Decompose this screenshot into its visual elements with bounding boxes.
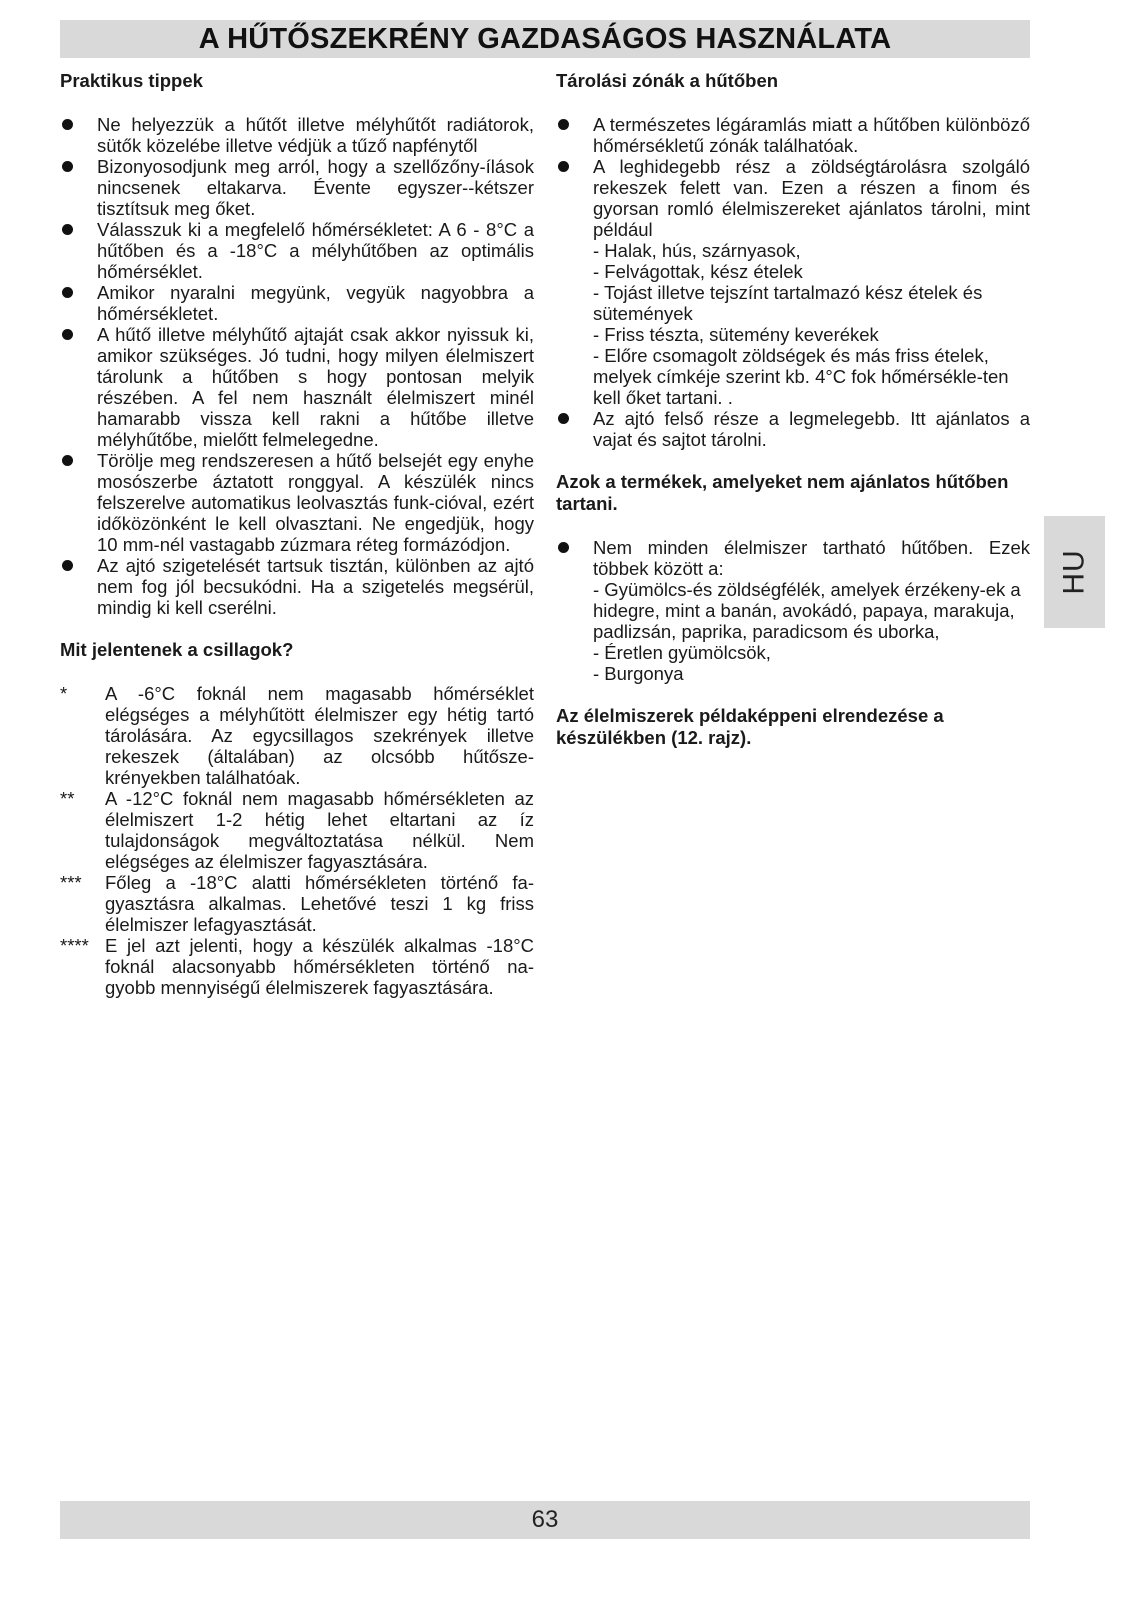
sub-item: - Friss tészta, sütemény keverékek <box>593 324 879 345</box>
star-mark: * <box>60 683 68 704</box>
sub-item: - Burgonya <box>593 663 684 684</box>
tips-heading: Praktikus tippek <box>60 70 203 91</box>
list-item: Ne helyezzük a hűtőt illetve mélyhűtőt radiátorok, sütők közelébe illetve védjük a tűző napfénytől <box>60 114 534 156</box>
language-tab <box>1044 516 1105 628</box>
sub-item: - Felvágottak, kész ételek <box>593 261 803 282</box>
right-column <box>556 70 1030 749</box>
title-bar <box>60 20 1030 58</box>
not-recommended-list <box>556 537 1030 684</box>
list-item <box>60 935 534 998</box>
tips-list <box>60 114 534 618</box>
arrangement-heading: Az élelmiszerek példaképpeni elrendezése a készülékben (12. rajz). <box>556 705 944 748</box>
star-text: E jel azt jelenti, hogy a készülék alkalmas -18°C foknál alacsonyabb hőmérsékleten történő na-gyobb mennyiségű élelmiszerek fagyasztására. <box>105 935 534 998</box>
list-item <box>60 683 534 788</box>
sub-item: - Előre csomagolt zöldségek és más friss ételek, melyek címkéje szerint kb. 4°C fok hőmérsékle-ten kell őket tartani. . <box>593 345 1009 408</box>
list-item: A hűtő illetve mélyhűtő ajtaját csak akkor nyissuk ki, amikor szükséges. Jó tudni, hogy milyen élelmiszert tárolunk a hűtőben s hogy pontosan melyik részében. A fel nem használt élelmiszert minél hamarabb vissza kell rakni a hűtőbe illetve mélyhűtőbe, mielőtt felmelegedne. <box>60 324 534 450</box>
star-text: A -12°C foknál nem magasabb hőmérsékleten az élelmiszert 1-2 hétig lehet eltartani az íz tulajdonságok megváltoztatása nélkül. Nem elégséges az élelmiszer fagyasztására. <box>105 788 534 872</box>
stars-list <box>60 683 534 998</box>
list-item: Válasszuk ki a megfelelő hőmérsékletet: A 6 - 8°C a hűtőben és a -18°C a mélyhűtőben az optimális hőmérséklet. <box>60 219 534 282</box>
list-item: Bizonyosodjunk meg arról, hogy a szellőzőny-ílások nincsenek eltakarva. Évente egyszer--kétszer tisztítsuk meg őket. <box>60 156 534 219</box>
star-mark: ** <box>60 788 75 809</box>
sub-item: - Gyümölcs-és zöldségfélék, amelyek érzékeny-ek a hidegre, mint a banán, avokádó, papaya, marakuja, padlizsán, paprika, paradicsom és uborka, <box>593 579 1021 642</box>
item-intro: Nem minden élelmiszer tartható hűtőben. Ezek többek között a: <box>593 537 1030 579</box>
list-item: Az ajtó szigetelését tartsuk tisztán, különben az ajtó nem fog jól becsukódni. Ha a szigetelés megsérül, mindig ki kell cserélni. <box>60 555 534 618</box>
not-recommended-heading: Azok a termékek, amelyeket nem ajánlatos hűtőben tartani. <box>556 471 1009 514</box>
list-item: Amikor nyaralni megyünk, vegyük nagyobbra a hőmérsékletet. <box>60 282 534 324</box>
list-item: Törölje meg rendszeresen a hűtő belsejét egy enyhe mosószerbe áztatott ronggyal. A készülék nincs felszerelve automatikus leolvasztás funk-cióval, ezért időközönként le kell olvasztani. Ne engedjük, hogy 10 mm-nél vastagabb zúzmara réteg formázódjon. <box>60 450 534 555</box>
list-item <box>60 872 534 935</box>
sub-item: - Tojást illetve tejszínt tartalmazó kész ételek és sütemények <box>593 282 983 324</box>
list-item: A természetes légáramlás miatt a hűtőben különböző hőmérsékletű zónák találhatóak. <box>556 114 1030 156</box>
list-item <box>556 156 1030 408</box>
language-label: HU <box>1057 549 1091 595</box>
stars-heading: Mit jelentenek a csillagok? <box>60 639 294 660</box>
zones-heading: Tárolási zónák a hűtőben <box>556 70 779 91</box>
sub-item: - Halak, hús, szárnyasok, <box>593 240 801 261</box>
list-item: Az ajtó felső része a legmelegebb. Itt ajánlatos a vajat és sajtot tárolni. <box>556 408 1030 450</box>
item-intro: A leghidegebb rész a zöldségtárolásra szolgáló rekeszek felett van. Ezen a részen a finom és gyorsan romló élelmiszereket ajánlatos tárolni, mint például <box>593 156 1030 240</box>
star-mark: **** <box>60 935 89 956</box>
star-mark: *** <box>60 872 82 893</box>
list-item <box>556 537 1030 684</box>
left-column <box>60 70 534 998</box>
list-item <box>60 788 534 872</box>
zones-list <box>556 114 1030 450</box>
sub-item: - Éretlen gyümölcsök, <box>593 642 771 663</box>
footer-bar <box>60 1501 1030 1539</box>
star-text: Főleg a -18°C alatti hőmérsékleten történő fa-gyasztásra alkalmas. Lehetővé teszi 1 kg friss élelmiszer lefagyasztását. <box>105 872 534 935</box>
page-number: 63 <box>531 1506 559 1533</box>
page-title: A HŰTŐSZEKRÉNY GAZDASÁGOS HASZNÁLATA <box>198 22 892 55</box>
star-text: A -6°C foknál nem magasabb hőmérséklet elégséges a mélyhűtött élelmiszer egy hétig tartó tárolására. Az egycsillagos szekrények illetve rekeszek (általában) az olcsóbb hűtősze-krényekben találhatóak. <box>105 683 534 788</box>
